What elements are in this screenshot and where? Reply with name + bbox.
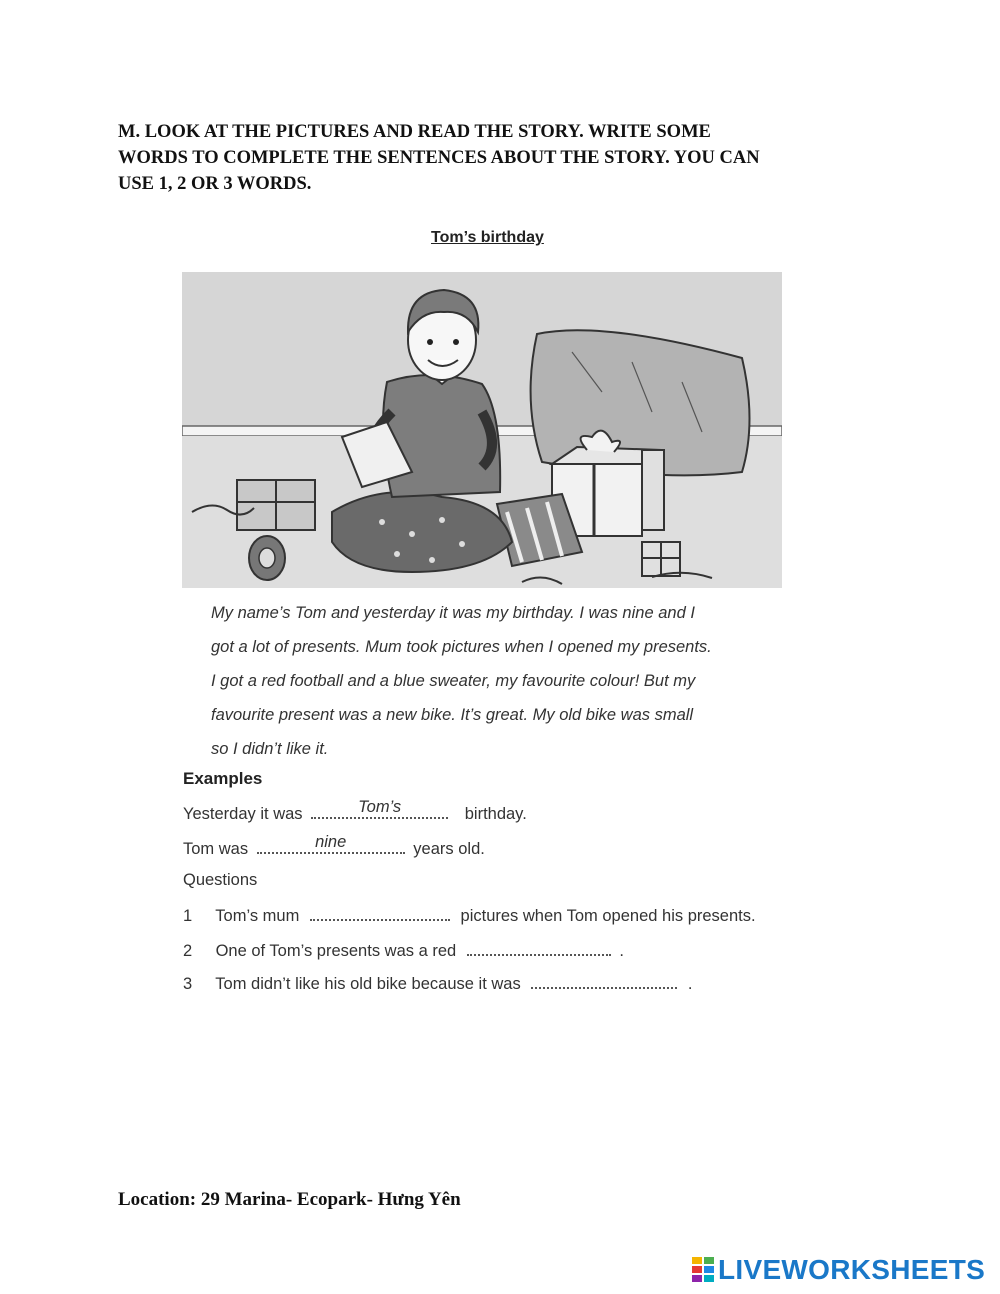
example-before: Tom was: [183, 840, 249, 858]
question-number: 2: [183, 942, 193, 960]
heading-line: WORDS TO COMPLETE THE SENTENCES ABOUT THE STORY. YOU CAN: [118, 148, 760, 168]
example-sentence: [183, 798, 527, 824]
question-before: Tom’s mum: [215, 907, 300, 925]
story-line: got a lot of presents. Mum took pictures when I opened my presents.: [211, 638, 712, 656]
example-answer-blank: [257, 833, 405, 854]
heading-line: M. LOOK AT THE PICTURES AND READ THE STORY. WRITE SOME: [118, 122, 711, 142]
story-title: Tom’s birthday: [431, 229, 544, 246]
answer-blank-1[interactable]: [310, 905, 450, 921]
logo-text: LIVEWORKSHEETS: [718, 1254, 986, 1285]
location-text: Location: 29 Marina- Ecopark- Hưng Yên: [118, 1189, 461, 1210]
example-after: birthday.: [464, 805, 527, 823]
examples-label: Examples: [183, 769, 263, 788]
question-1: [183, 905, 756, 926]
example-sentence: [183, 833, 485, 859]
story-line: so I didn’t like it.: [211, 740, 329, 758]
example-answer: nine: [315, 833, 347, 851]
question-3: [183, 973, 692, 994]
example-before: Yesterday it was: [183, 805, 303, 823]
question-before: Tom didn’t like his old bike because it was: [215, 975, 521, 993]
instructions-heading: [118, 119, 888, 197]
questions-label: Questions: [183, 871, 258, 889]
question-number: 3: [183, 975, 193, 993]
question-number: 1: [183, 907, 193, 925]
example-after: years old.: [413, 840, 485, 858]
example-answer-blank: [311, 798, 448, 819]
liveworksheets-logo[interactable]: [692, 1254, 985, 1286]
liveworksheets-icon: [692, 1257, 714, 1283]
question-after: pictures when Tom opened his presents.: [460, 907, 756, 925]
question-2: [183, 940, 624, 961]
question-after: .: [687, 975, 693, 993]
story-line: favourite present was a new bike. It’s great. My old bike was small: [211, 706, 694, 724]
example-answer: Tom’s: [358, 798, 402, 816]
story-line: My name’s Tom and yesterday it was my birthday. I was nine and I: [211, 604, 695, 622]
heading-line: USE 1, 2 OR 3 WORDS.: [118, 174, 312, 194]
story-line: I got a red football and a blue sweater, my favourite colour! But my: [211, 672, 696, 690]
birthday-illustration: [182, 272, 782, 588]
question-before: One of Tom’s presents was a red: [215, 942, 457, 960]
story-text: [211, 596, 791, 766]
question-after: .: [619, 942, 624, 960]
answer-blank-2[interactable]: [467, 940, 611, 956]
answer-blank-3[interactable]: [531, 973, 677, 989]
